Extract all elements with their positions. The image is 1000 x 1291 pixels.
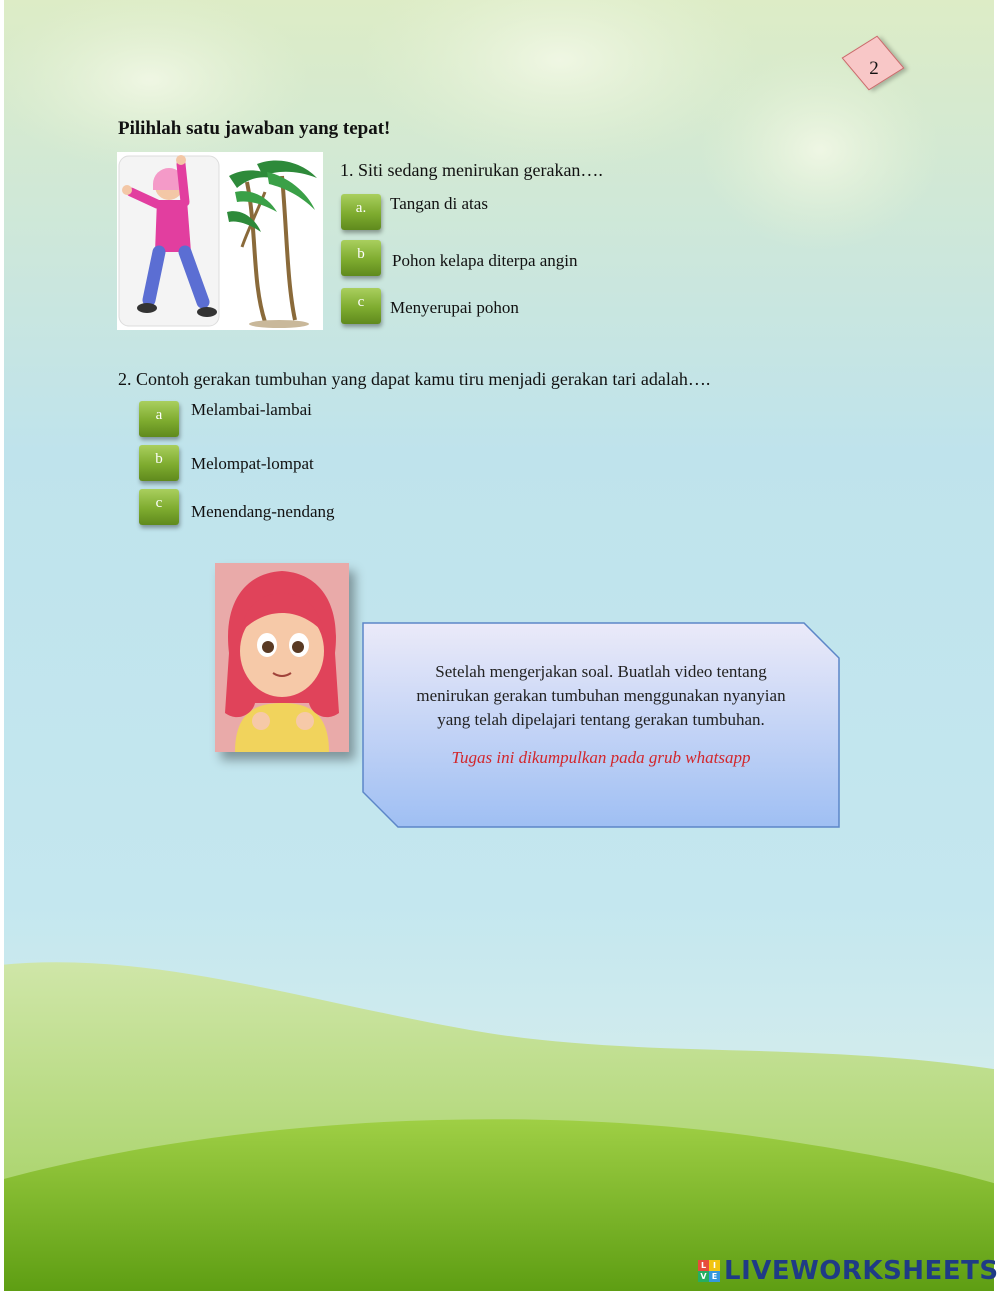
page-number: 2 (869, 58, 879, 79)
liveworksheets-logo-icon: L I V E (698, 1260, 720, 1282)
q1-option-a-button[interactable]: a. (341, 194, 381, 230)
q1-option-b-button[interactable]: b (341, 240, 381, 276)
task-line-1: Setelah mengerjakan soal. Buatlah video tentang (435, 662, 767, 681)
liveworksheets-text: LIVEWORKSHEETS (724, 1256, 999, 1286)
instruction-heading: Pilihlah satu jawaban yang tepat! (118, 118, 391, 139)
question1-text: 1. Siti sedang menirukan gerakan…. (340, 160, 603, 180)
page-left-margin (0, 0, 4, 1291)
q1-option-c-button[interactable]: c (341, 288, 381, 324)
page-right-margin (994, 0, 1000, 1291)
q2-option-a-button[interactable]: a (139, 401, 179, 437)
q2-option-b-button[interactable]: b (139, 445, 179, 481)
q1-option-c-label: Menyerupai pohon (390, 298, 519, 317)
palm-trees-icon (227, 160, 317, 328)
task-instructions (380, 660, 822, 732)
q2-option-c-button[interactable]: c (139, 489, 179, 525)
q2-option-a-label: Melambai-lambai (191, 400, 312, 419)
girl-character-image (215, 563, 349, 752)
q1-option-a-label: Tangan di atas (390, 194, 488, 213)
question1-illustration (117, 152, 323, 330)
liveworksheets-brand[interactable] (698, 1255, 999, 1287)
task-submission-note: Tugas ini dikumpulkan pada grub whatsapp (451, 748, 751, 767)
task-line-3: yang telah dipelajari tentang gerakan tumbuhan. (437, 710, 765, 729)
q2-option-b-label: Melompat-lompat (191, 454, 314, 473)
task-line-2: menirukan gerakan tumbuhan menggunakan nyanyian (416, 686, 786, 705)
q1-option-b-label: Pohon kelapa diterpa angin (392, 251, 578, 270)
question2-text: 2. Contoh gerakan tumbuhan yang dapat kamu tiru menjadi gerakan tari adalah…. (118, 369, 711, 389)
q2-option-c-label: Menendang-nendang (191, 502, 335, 521)
